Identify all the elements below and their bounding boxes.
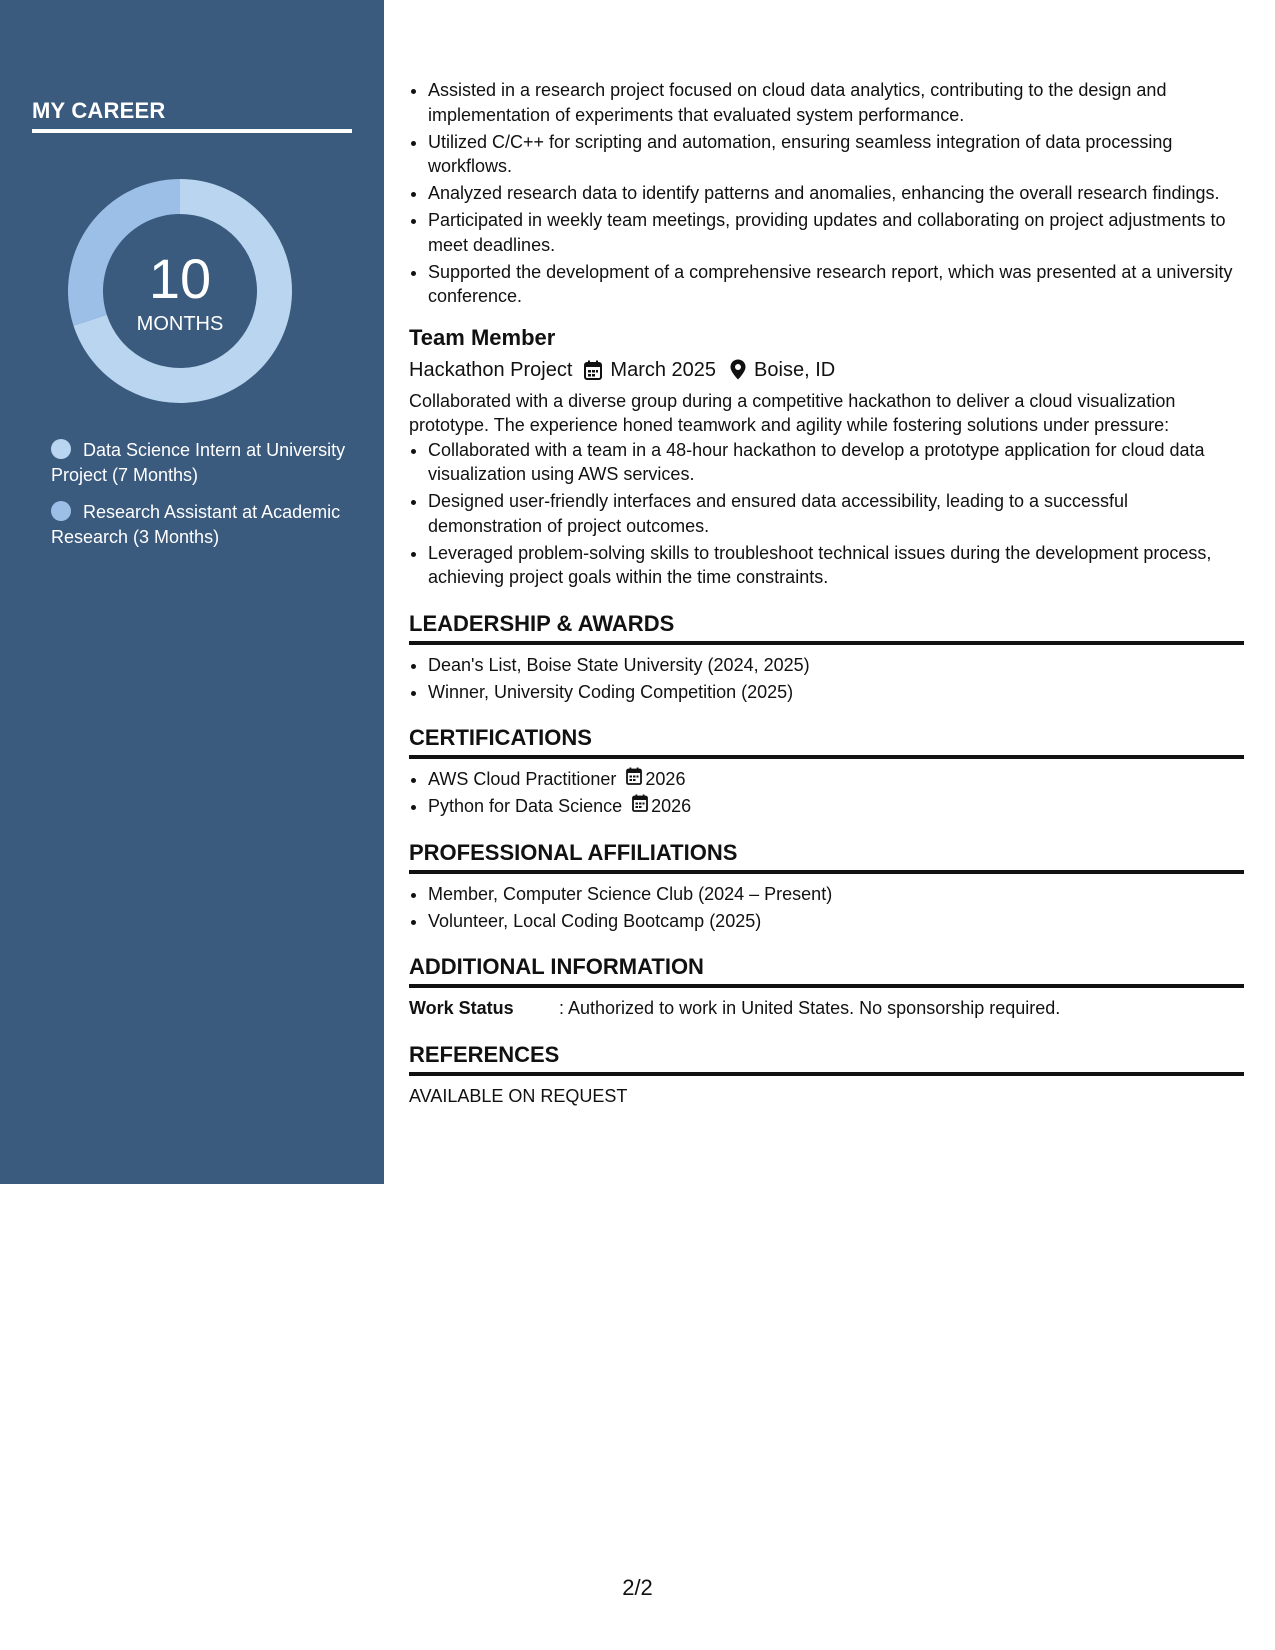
section-rule: [409, 1072, 1244, 1076]
page-number: 2/2: [622, 1575, 653, 1600]
role-meta: [409, 355, 1244, 385]
section-rule: [409, 641, 1244, 645]
section-rule: [409, 870, 1244, 874]
section-title-affiliations: PROFESSIONAL AFFILIATIONS: [409, 839, 738, 865]
list-item: • Collaborated with a team in a 48-hour hackathon to develop a prototype application for cloud data visualization using AWS services.: [428, 438, 1244, 487]
role-bullets: [409, 438, 1244, 590]
calendar-icon: [584, 360, 602, 380]
section-title-awards: LEADERSHIP & AWARDS: [409, 610, 675, 636]
total-months-unit: MONTHS: [136, 313, 224, 335]
career-heading-rule: [32, 129, 352, 133]
career-legend-label: Research Assistant at Academic Research (3 Months): [51, 502, 341, 547]
role-summary: Collaborated with a diverse group during a competitive hackathon to deliver a cloud visualization prototype. The experience honed teamwork and agility while fostering solutions under pressure:: [409, 390, 1176, 435]
career-heading: MY CAREER: [32, 98, 166, 123]
list-item: [428, 794, 1244, 819]
section-title-additional: ADDITIONAL INFORMATION: [409, 954, 704, 979]
main-content: [409, 78, 1244, 1108]
career-legend-label: Data Science Intern at University Project (7 Months): [51, 440, 346, 485]
list-item: • Supported the development of a comprehensive research report, which was presented at a university conference.: [428, 260, 1244, 309]
role-date: March 2025: [610, 358, 717, 381]
section-rule: [409, 755, 1244, 759]
certifications-list: [409, 767, 1244, 819]
previous-role-bullets: [409, 78, 1244, 309]
certification-year: 2026: [651, 796, 692, 816]
sidebar: [0, 0, 384, 1184]
section-title-references: REFERENCES: [409, 1041, 560, 1067]
donut-center-label: [66, 177, 294, 405]
certification-year: 2026: [645, 769, 686, 789]
career-legend: [51, 438, 351, 562]
calendar-icon: [632, 794, 651, 819]
list-item: • Assisted in a research project focused on cloud data analytics, contributing to the design and implementation of experiments that evaluated system performance.: [428, 78, 1244, 127]
legend-dot-icon: [51, 501, 71, 521]
section-title-certifications: CERTIFICATIONS: [409, 725, 592, 750]
list-item: • Participated in weekly team meetings, providing updates and collaborating on project adjustments to meet deadlines.: [428, 208, 1244, 257]
list-item: • Volunteer, Local Coding Bootcamp (2025): [428, 909, 1244, 934]
work-status-label: Work Status: [409, 998, 514, 1018]
list-item: • Member, Computer Science Club (2024 – Present): [428, 882, 1244, 907]
certification-name: AWS Cloud Practitioner: [428, 769, 617, 789]
section-rule: [409, 984, 1244, 988]
list-item: • Designed user-friendly interfaces and ensured data accessibility, leading to a successful demonstration of project outcomes.: [428, 489, 1244, 538]
list-item: • Utilized C/C++ for scripting and automation, ensuring seamless integration of data processing workflows.: [428, 130, 1244, 179]
references-text: AVAILABLE ON REQUEST: [409, 1085, 628, 1106]
role-title: Team Member: [409, 324, 556, 350]
list-item: [428, 767, 1244, 792]
list-item: • Dean's List, Boise State University (2024, 2025): [428, 653, 1244, 678]
career-legend-item: [51, 500, 351, 550]
legend-dot-icon: [51, 439, 71, 459]
calendar-icon: [626, 767, 645, 792]
list-item: • Leveraged problem-solving skills to troubleshoot technical issues during the development process, achieving project goals within the time constraints.: [428, 541, 1244, 590]
affiliations-list: [409, 882, 1244, 934]
location-pin-icon: [730, 359, 746, 380]
career-legend-item: [51, 438, 351, 488]
total-months-number: 10: [148, 247, 212, 310]
work-status-value: : Authorized to work in United States. No sponsorship required.: [559, 998, 1061, 1018]
list-item: • Winner, University Coding Competition (2025): [428, 680, 1244, 705]
certification-name: Python for Data Science: [428, 796, 623, 816]
awards-list: [409, 653, 1244, 705]
role-location: Boise, ID: [754, 358, 836, 381]
role-organization: Hackathon Project: [409, 358, 573, 381]
work-status-row: [409, 996, 1244, 1021]
list-item: • Analyzed research data to identify patterns and anomalies, enhancing the overall research findings.: [428, 181, 1244, 206]
